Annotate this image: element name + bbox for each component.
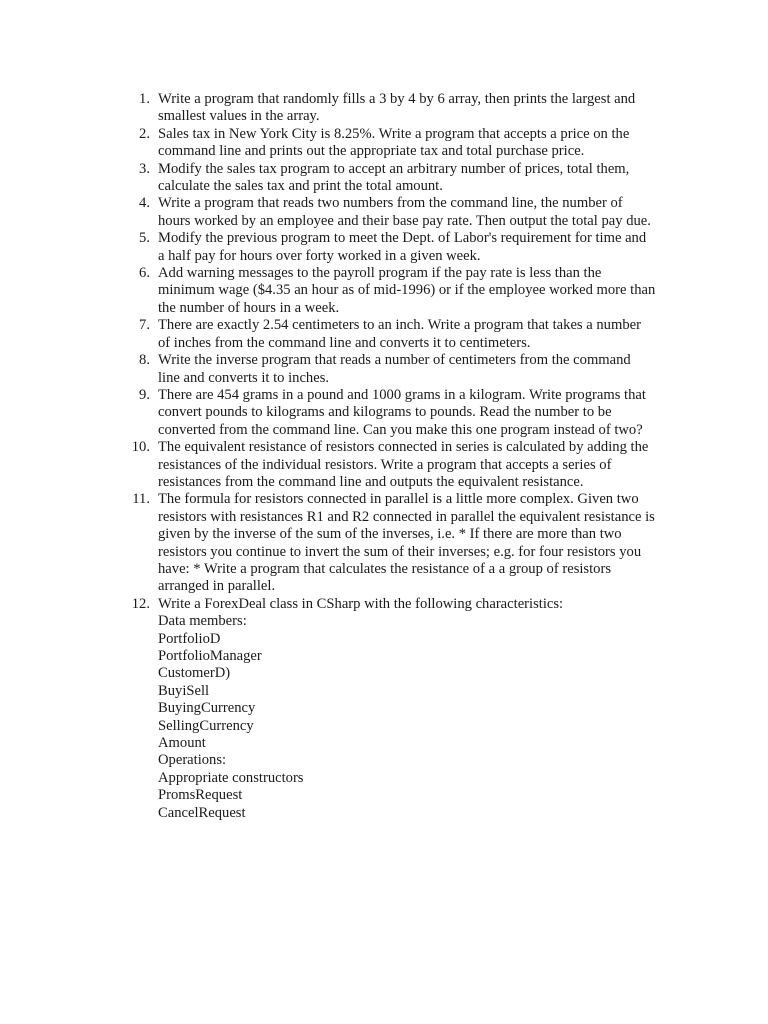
item-number: 12. [131,595,150,612]
item-text: The equivalent resistance of resistors connected in series is calculated by adding the resistances of the individual resistors. Write a program that accepts a series of resistances from the command line and outputs the equivalent resistance. [158,439,649,490]
detail-line: PromsRequest [158,787,243,804]
detail-line: CustomerD) [158,665,231,682]
item-text: Add warning messages to the payroll program if the pay rate is less than the minimum wage ($4.35 an hour as of mid-1996) or if the employee worked more than the number of hours in a week. [158,265,656,316]
detail-line: Appropriate constructors [158,769,304,786]
list-item [126,439,656,491]
exercise-list [126,91,656,822]
item-text: Sales tax in New York City is 8.25%. Write a program that accepts a price on the command line and prints out the appropriate tax and total purchase price. [158,125,630,160]
list-item [126,491,656,595]
list-item [126,596,656,822]
item-text: Write the inverse program that reads a number of centimeters from the command line and converts it to inches. [158,352,631,386]
list-item [126,265,656,317]
list-item [126,230,656,265]
detail-line: SellingCurrency [158,717,254,734]
item-number: 6. [139,265,150,282]
item-text: The formula for resistors connected in parallel is a little more complex. Given two resistors with resistances R1 and R2 connected in parallel the equivalent resistance is given by the inverse of the sum of the inverses, i.e. * If there are more than two resistors you continue to invert the sum of their inverses; e.g. for four resistors you have: * Write a program that calculates the resistance of a a group of resistors arranged in parallel. [158,491,655,595]
detail-line: Amount [158,735,206,752]
detail-line: BuyingCurrency [158,700,256,717]
list-item [126,317,656,352]
item-text: Modify the sales tax program to accept an arbitrary number of prices, total them, calculate the sales tax and print the total amount. [158,160,630,195]
item-number: 7. [139,317,150,334]
item-number: 8. [139,352,150,369]
item-number: 2. [139,125,150,142]
item-text: There are 454 grams in a pound and 1000 grams in a kilogram. Write programs that convert pounds to kilograms and kilograms to pounds. Read the number to be converted from the command line. Can you make this one program instead of two? [158,386,646,438]
detail-line: PortfolioManager [158,648,262,664]
item-number: 11. [132,491,150,508]
list-item [126,126,656,161]
list-item [126,161,656,196]
list-item [126,195,656,230]
item-number: 5. [139,230,150,247]
list-item [126,387,656,439]
detail-line: PortfolioD [158,630,221,647]
list-item [126,352,656,387]
item-number: 3. [139,160,150,177]
item-text: Write a ForexDeal class in CSharp with the following characteristics: [158,595,564,612]
item-number: 9. [139,386,150,403]
item-text: Write a program that reads two numbers from the command line, the number of hours worked by an employee and their base pay rate. Then output the total pay due. [158,195,651,229]
item-text: Write a program that randomly fills a 3 by 4 by 6 array, then prints the largest and smallest values in the array. [158,91,636,125]
detail-line: BuyiSell [158,682,210,699]
item-number: 4. [139,195,150,212]
item-text: There are exactly 2.54 centimeters to an inch. Write a program that takes a number of inches from the command line and converts it to centimeters. [158,317,641,351]
detail-line: CancelRequest [158,804,246,821]
list-item [126,91,656,126]
detail-line: Data members: [158,613,247,630]
item-number: 1. [139,91,150,107]
detail-line: Operations: [158,752,227,769]
item-text: Modify the previous program to meet the Dept. of Labor's requirement for time and a half pay for hours over forty worked in a given week. [158,230,647,264]
item-number: 10. [131,439,150,456]
